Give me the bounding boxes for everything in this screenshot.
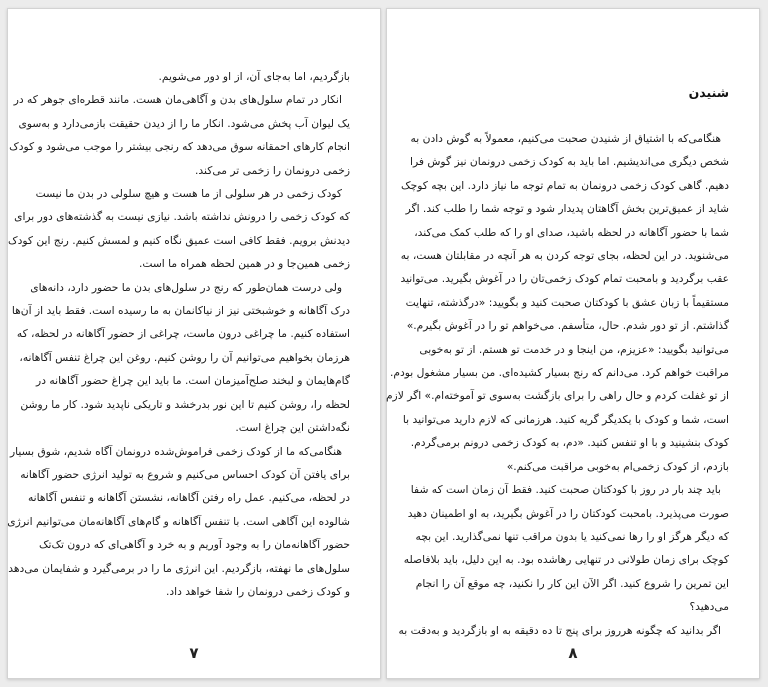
text-line: زخمی درونمان را زخمی تر می‌کند. [195,163,350,177]
text-line: و کودک زخمی درونمان را شفا خواهد داد. [165,584,350,598]
text-line: از تو غفلت کردم و حال راهی را برای بازگشت به‌سوی تو آموخته‌ام.» اگر لازم [385,389,729,403]
left-page-body [7,65,350,603]
text-line: عقب برگردید و بامحبت تمام کودک زخمی‌تان را در آغوش بگیرید. می‌توانید [400,272,729,286]
text-line: دیدنش برویم. فقط کافی است عمیق نگاه کنیم و لمسش کنیم. رنج این کودک [8,233,350,247]
text-line: شاید از عمیق‌ترین بخش آگاهتان پدیدار شود و توجه شما را طلب کند. اگر [405,202,729,216]
text-line: استفاده کنیم. ما چراغی درون ماست، چراغی از حضور آگاهانه در لحظه، که [16,327,350,341]
text-line: کودک بنشینید و با او تنفس کنید. «دم، به کودک زخمی درونم برمی‌گردم. [410,436,729,450]
right-page-body [385,127,729,642]
text-line: است، شما و کودک با یکدیگر گریه کنید. هرزمانی که لازم دارید می‌توانید با [402,412,729,426]
text-line: یک لیوان آب پخش می‌شود. انکار ما را از دیدن حقیقت بازمی‌دارد و به‌سوی [18,116,350,130]
text-line: بازدم، از کودک زخمی‌ام به‌خوبی مراقبت می‌کنم.» [506,459,729,473]
text-line: شخص دیگری می‌اندیشیم. اما باید به کودک زخمی درونمان نیز گوش فرا [410,155,729,169]
text-line: صورت می‌پذیرد. بامحبت کودکتان را در آغوش بگیرید، به او اطمینان دهید [407,506,729,520]
right-page [386,8,760,679]
text-line: دهیم. گاهی کودک زخمی درونمان به تمام توجه ما نیاز دارد. این بچه کوچک [401,178,729,192]
text-line: زخمی همین‌جا و در همین لحظه همراه ما است. [138,257,350,271]
text-line: هنگامی‌که ما از کودک زخمی فراموش‌شده درونمان آگاه شدیم، شوق بسیار [9,444,342,458]
page-number: ۷ [189,644,199,662]
text-line: می‌شنوید. در این لحظه، بجای توجه کردن به هر آنچه در مقابلتان هست، به [400,249,729,263]
text-line: اگر بدانید که چگونه هرروز برای پنج تا ده دقیقه به او بازگردید و به‌دقت به [398,623,721,637]
text-line: هنگامی‌که با اشتیاق از شنیدن صحبت می‌کنیم، معمولاً به گوش دادن به [410,132,721,145]
text-line: باید چند بار در روز با کودکتان صحبت کنید. فقط آن زمان است که شفا [410,483,721,497]
left-page [7,8,381,679]
text-line: شالوده این آگاهی است. با تنفس آگاهانه و گام‌های آگاهانه‌مان می‌توانیم انرژی [7,514,350,528]
text-line: می‌دهید؟ [689,600,729,614]
section-heading: شنیدن [688,85,729,100]
text-line: که کودک زخمی را درونش نداشته باشد. نیازی نیست به گذشته‌های دور برای [14,210,350,224]
text-line: انجام کارهای احمقانه سوق می‌دهد که رنجی بیشتر را موجب می‌شود و کودک [9,140,350,154]
text-line: حضور آگاهانه‌مان را به وجود آوریم و به خرد و آگاهی‌ای که درون تک‌تک [38,538,350,552]
text-line: نگه‌داشتن این چراغ است. [235,421,350,435]
text-line: انکار در تمام سلول‌های بدن و آگاهی‌مان هست. مانند قطره‌ای جوهر که در [13,93,342,107]
text-line: بازگردیم، اما به‌جای آن، از او دور می‌شویم. [158,70,350,83]
text-line: گام‌هایمان و لبخند صلح‌آمیزمان است. ما باید این چراغ حضور آگاهانه در [36,374,350,388]
text-line: مراقبت خواهم کرد. می‌دانم که رنج بسیار کشیده‌ای. من بسیار مشغول بودم. [390,366,729,380]
text-line: کودک زخمی در هر سلولی از ما هست و هیچ سلولی در بدن ما نیست [35,187,342,201]
text-line: لحظه را، روشن کنیم تا این نور بدرخشد و تاریکی ناپدید شود. کار ما روشن [20,397,350,411]
text-line: گذاشتم. از تو دور شدم. حال، متأسفم. می‌خواهم تو را در آغوش بگیرم.» [406,319,729,333]
text-line: می‌توانید بگویید: «عزیزم، من اینجا و در خدمت تو هستم. از تو به‌خوبی [419,342,729,356]
text-line: برای یافتن آن کودک احساس می‌کنیم و شروع به تولید انرژی حضور آگاهانه [20,467,350,481]
text-line: که دیگر هرگز او را رها نمی‌کنید یا بدون مراقب تنها نمی‌گذارید. این بچه [415,529,729,543]
text-line: در لحظه، می‌کنیم. عمل راه رفتن آگاهانه، نشستن آگاهانه و تنفس آگاهانه [27,491,350,505]
text-line: شما با حضور آگاهانه در لحظه باشید، صدای او را که طلب کمک می‌کند، [414,225,729,239]
text-line: این تمرین را شروع کنید. اگر الآن این کار را نکنید، چه موقع آن را انجام [415,576,729,590]
text-line: هرزمان بخواهیم می‌توانیم آن را روشن کنیم. روغن این چراغ تنفس آگاهانه، [19,350,350,364]
text-line: ولی درست همان‌طور که رنج در سلول‌های بدن ما حضور دارد، دانه‌های [30,280,342,294]
page-number: ۸ [568,644,578,662]
text-line: سلول‌های ما نهفته، بازگردیم. این انرژی ما را در برمی‌گیرد و شفایمان می‌دهد [8,561,350,575]
text-line: درک آگاهانه و خوشبختی نیز از نیاکانمان به ما رسیده است. فقط باید از آن‌ها [11,304,350,318]
text-line: مستقیماً با زبان عشق با کودکتان صحبت کنید و بگویید: «درگذشته، تنهایت [405,295,729,309]
text-line: کوچک برای زمان طولانی در تنهایی رهاشده بود. به این دلیل، باید بلافاصله [403,553,729,567]
